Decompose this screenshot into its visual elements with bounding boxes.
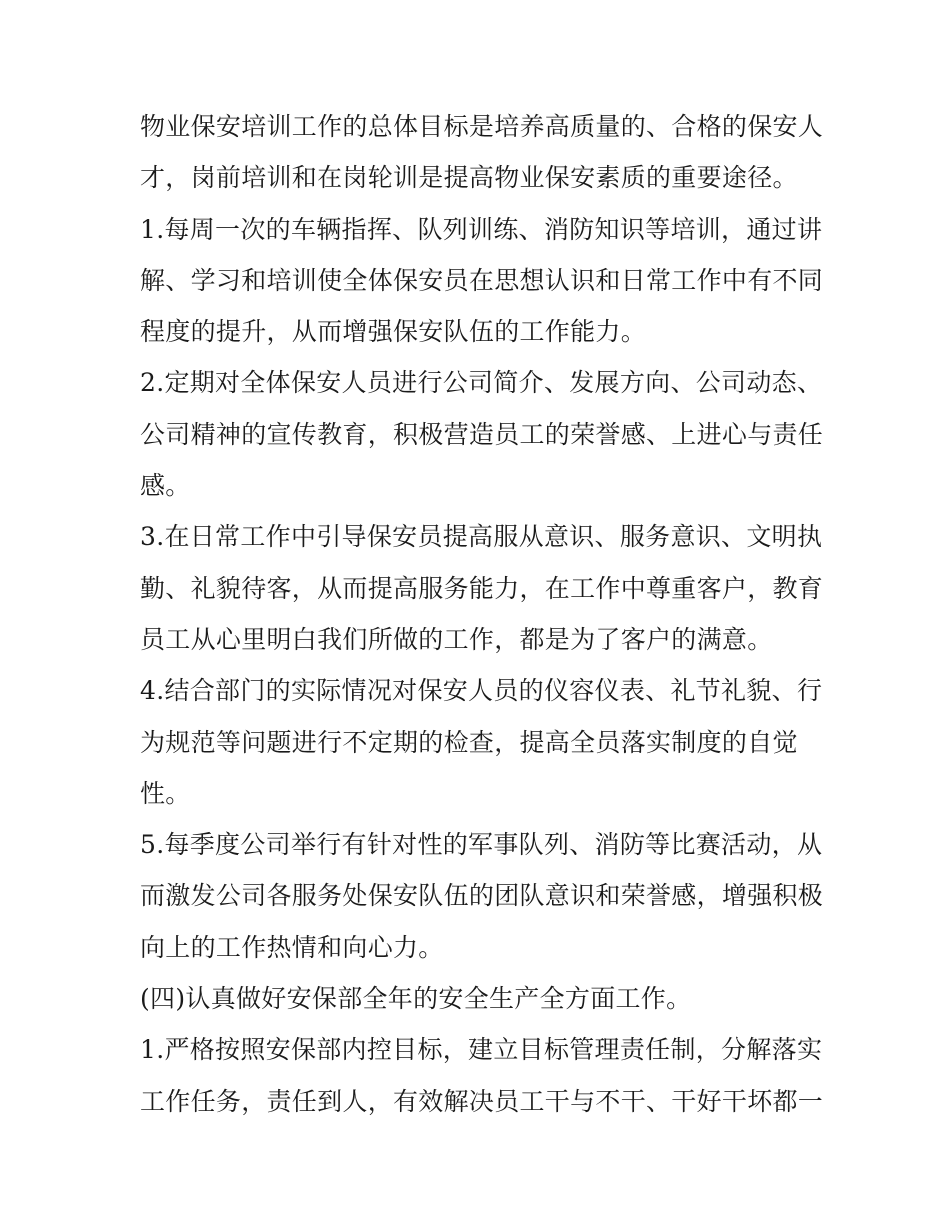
text-line: 员工从心里明白我们所做的工作，都是为了客户的满意。 [140, 624, 773, 654]
text-line: 工作任务，责任到人，有效解决员工干与不干、干好干坏都一 [140, 1086, 824, 1116]
text-line: 公司精神的宣传教育，积极营造员工的荣誉感、上进心与责任 [140, 419, 824, 449]
text-line: 才，岗前培训和在岗轮训是提高物业保安素质的重要途径。 [140, 163, 798, 193]
paragraph-item-2 [140, 357, 824, 511]
text-line: 解、学习和培训使全体保安员在思想认识和日常工作中有不同 [140, 265, 824, 295]
document-body [140, 101, 824, 1127]
paragraph-section4-item-1 [140, 1024, 824, 1127]
paragraph-item-5 [140, 819, 824, 973]
text-line: 程度的提升，从而增强保安队伍的工作能力。 [140, 317, 647, 347]
text-line: 1.严格按照安保部内控目标，建立目标管理责任制，分解落实 [140, 1035, 823, 1065]
text-line: 为规范等问题进行不定期的检查，提高全员落实制度的自觉 [140, 727, 798, 757]
text-line: 物业保安培训工作的总体目标是培养高质量的、合格的保安人 [140, 112, 824, 141]
text-line: 性。 [140, 778, 191, 808]
paragraph-item-1 [140, 204, 824, 358]
text-line: 4.结合部门的实际情况对保安人员的仪容仪表、礼节礼貌、行 [140, 676, 823, 706]
text-line: 2.定期对全体保安人员进行公司简介、发展方向、公司动态、 [140, 368, 823, 398]
text-line: 5.每季度公司举行有针对性的军事队列、消防等比赛活动，从 [140, 830, 823, 860]
text-line: (四)认真做好安保部全年的安全生产全方面工作。 [140, 984, 692, 1014]
text-line: 1.每周一次的车辆指挥、队列训练、消防知识等培训，通过讲 [140, 214, 823, 244]
text-line: 而激发公司各服务处保安队伍的团队意识和荣誉感，增强积极 [140, 881, 824, 911]
text-line: 感。 [140, 471, 191, 501]
paragraph-item-4 [140, 665, 823, 819]
text-line: 3.在日常工作中引导保安员提高服从意识、服务意识、文明执 [140, 522, 823, 552]
section-heading-4 [140, 973, 820, 1024]
text-line: 勤、礼貌待客，从而提高服务能力，在工作中尊重客户，教育 [140, 573, 824, 603]
paragraph-intro [140, 101, 824, 204]
paragraph-item-3 [140, 511, 824, 665]
text-line: 向上的工作热情和向心力。 [140, 932, 444, 962]
